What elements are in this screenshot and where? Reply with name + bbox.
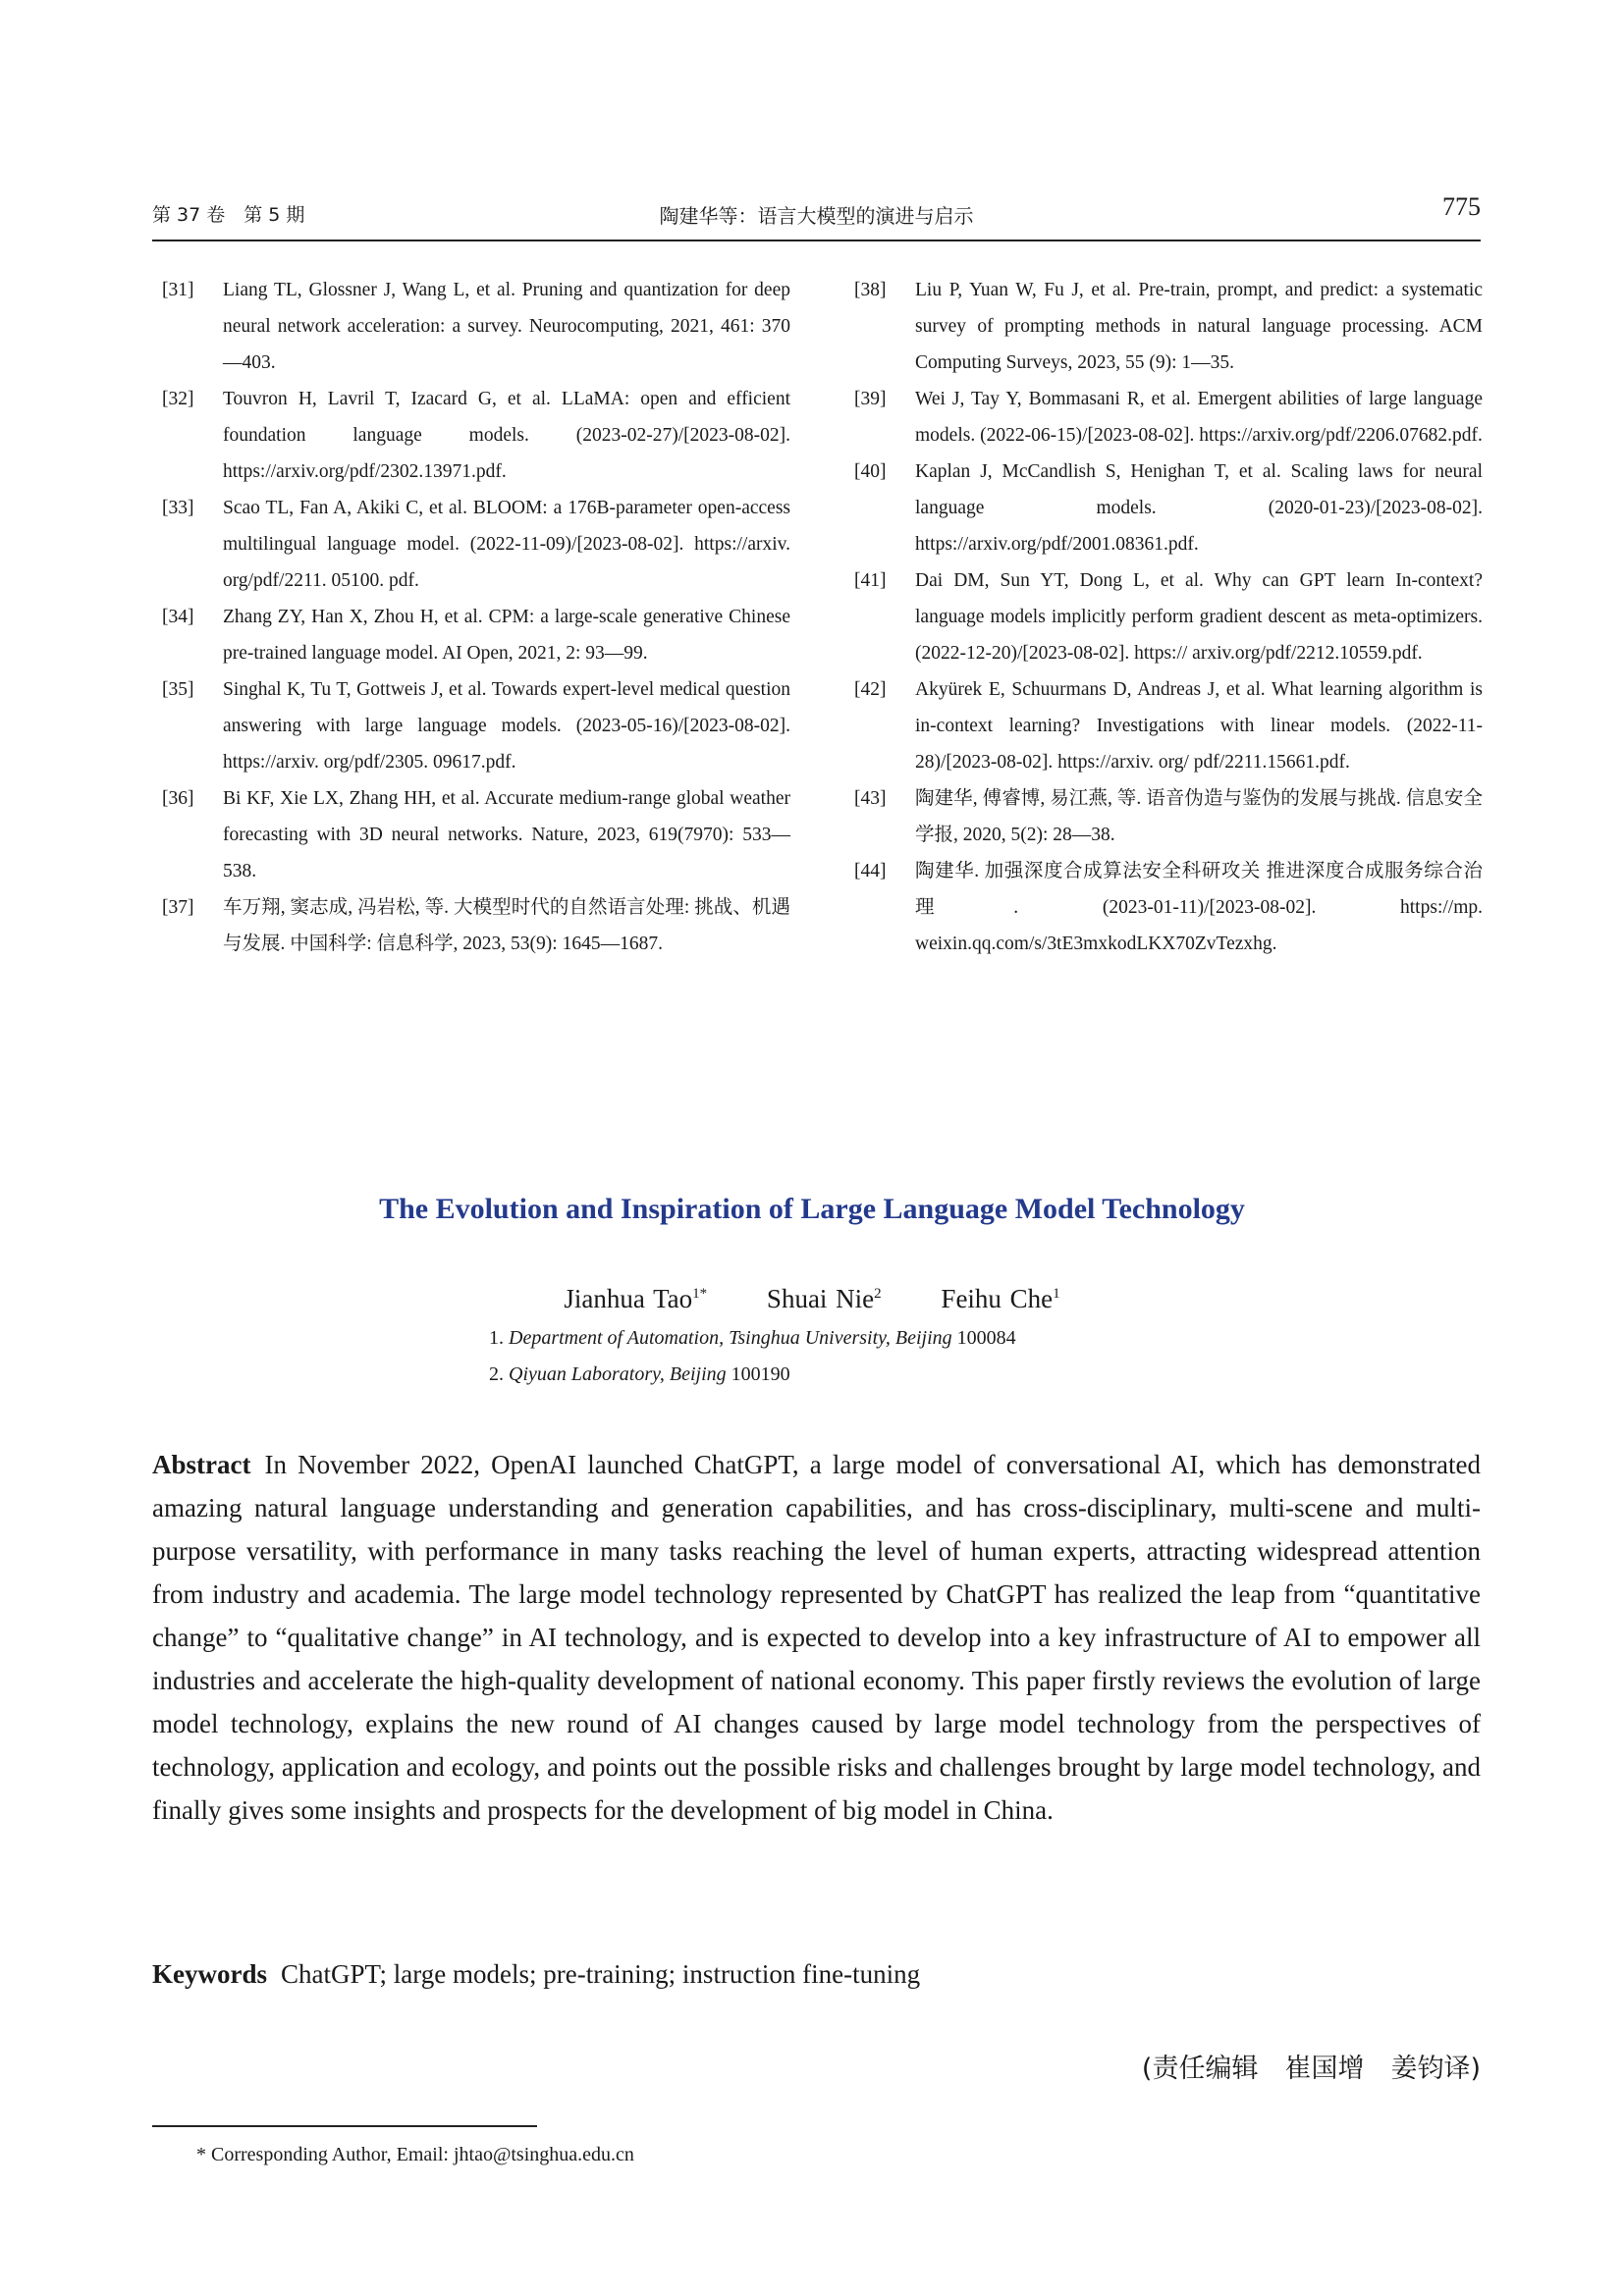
reference-number: [36] xyxy=(162,788,194,809)
reference-text: Scao TL, Fan A, Akiki C, et al. BLOOM: a 176B-parameter open-access multilingual language model. (2022-11-09)/[2023-08-02]. https://arxiv. org/pdf/2211. 05100. pdf. xyxy=(223,498,790,591)
reference-text: Akyürek E, Schuurmans D, Andreas J, et al. What learning algorithm is in-context learning? Investigations with linear models. (2022-11-28)/[2023-08-02]. https://arxiv. org/ pdf/2211.15661.pdf. xyxy=(915,679,1483,773)
reference-number: [32] xyxy=(162,389,194,409)
reference-number: [35] xyxy=(162,679,194,700)
keywords-label: Keywords xyxy=(152,1959,267,1989)
running-title: 陶建华等：语言大模型的演进与启示 xyxy=(659,204,974,228)
reference-number: [33] xyxy=(162,498,194,518)
reference-text: 陶建华. 加强深度合成算法安全科研攻关 推进深度合成服务综合治理. (2023-01-11)/[2023-08-02]. https://mp. weixin.qq.com/s/3tE3mxkodLKX70ZvTezxhg. xyxy=(915,861,1483,954)
reference-number: [42] xyxy=(854,679,887,700)
running-header xyxy=(152,192,1481,241)
affiliation-1: 1. Department of Automation, Tsinghua University, Beijing 100084 xyxy=(489,1327,1016,1349)
reference-text: Zhang ZY, Han X, Zhou H, et al. CPM: a large-scale generative Chinese pre-trained language model. AI Open, 2021, 2: 93—99. xyxy=(223,607,790,664)
english-title: The Evolution and Inspiration of Large Language Model Technology xyxy=(379,1193,1245,1225)
reference-text: Kaplan J, McCandlish S, Henighan T, et al. Scaling laws for neural language models. (2020-01-23)/[2023-08-02]. https://arxiv.org/pdf/2001.08361.pdf. xyxy=(915,461,1483,555)
reference-number: [34] xyxy=(162,607,194,627)
reference-item xyxy=(854,562,1483,671)
journal-volume-issue: 第 37 卷 第 5 期 xyxy=(152,204,305,226)
reference-number: [38] xyxy=(854,280,887,300)
keywords xyxy=(152,1959,1481,1990)
reference-text: Touvron H, Lavril T, Izacard G, et al. LLaMA: open and efficient foundation language models. (2023-02-27)/[2023-08-02]. https://arxiv.org/pdf/2302.13971.pdf. xyxy=(223,389,790,482)
references-right-column xyxy=(854,272,1483,962)
footnote-divider xyxy=(152,2125,537,2127)
reference-item xyxy=(162,671,790,780)
reference-item xyxy=(162,599,790,671)
reference-item xyxy=(854,671,1483,780)
reference-item xyxy=(162,490,790,599)
reference-number: [43] xyxy=(854,788,887,809)
reference-item xyxy=(162,381,790,490)
reference-text: Singhal K, Tu T, Gottweis J, et al. Towards expert-level medical question answering with large language models. (2023-05-16)/[2023-08-02]. https://arxiv. org/pdf/2305. 09617.pdf. xyxy=(223,679,790,773)
reference-number: [31] xyxy=(162,280,194,300)
abstract-label: Abstract xyxy=(152,1450,251,1479)
reference-item xyxy=(854,272,1483,381)
reference-number: [41] xyxy=(854,570,887,591)
author: Feihu Che$^1$ xyxy=(941,1284,1060,1313)
reference-number: [37] xyxy=(162,897,194,918)
reference-number: [39] xyxy=(854,389,887,409)
reference-item xyxy=(854,454,1483,562)
reference-number: [44] xyxy=(854,861,887,881)
reference-text: Bi KF, Xie LX, Zhang HH, et al. Accurate medium-range global weather forecasting with 3D neural networks. Nature, 2023, 619(7970): 533—538. xyxy=(223,788,790,881)
reference-text: 车万翔, 窦志成, 冯岩松, 等. 大模型时代的自然语言处理: 挑战、机遇与发展. 中国科学: 信息科学, 2023, 53(9): 1645—1687. xyxy=(223,897,790,954)
author-list xyxy=(0,1284,1624,1314)
corresponding-author-footnote: * Corresponding Author, Email: jhtao@tsinghua.edu.cn xyxy=(196,2144,634,2165)
reference-text: 陶建华, 傅睿博, 易江燕, 等. 语音伪造与鉴伪的发展与挑战. 信息安全学报, 2020, 5(2): 28—38. xyxy=(915,788,1483,845)
author: Jianhua Tao$^{1*}$ xyxy=(564,1284,708,1313)
keywords-text: ChatGPT; large models; pre-training; instruction fine-tuning xyxy=(281,1959,921,1989)
affiliation-2: 2. Qiyuan Laboratory, Beijing 100190 xyxy=(489,1363,790,1385)
references-left-column xyxy=(162,272,790,962)
page-number: 775 xyxy=(1442,192,1481,221)
reference-number: [40] xyxy=(854,461,887,482)
reference-item xyxy=(854,853,1483,962)
reference-item xyxy=(162,889,790,962)
reference-item xyxy=(162,272,790,381)
abstract xyxy=(152,1443,1481,1832)
abstract-text: In November 2022, OpenAI launched ChatGPT, a large model of conversational AI, which has demonstrated amazing natural language understanding and generation capabilities, and has cross-disciplinary, multi-scene and multi-purpose versatility, with performance in many tasks reaching the level of human experts, attracting widespread attention from industry and academia. The large model technology represented by ChatGPT has realized the leap from “quantitative change” to “qualitative change” in AI technology, and is expected to develop into a key infrastructure of AI to empower all industries and accelerate the high-quality development of national economy. This paper firstly reviews the evolution of large model technology, explains the new round of AI changes caused by large model technology from the perspectives of technology, application and ecology, and points out the possible risks and challenges brought by large model technology, and finally gives some insights and prospects for the development of big model in China. xyxy=(152,1450,1481,1825)
author: Shuai Nie$^2$ xyxy=(766,1284,882,1313)
reference-item xyxy=(854,381,1483,454)
editor-note: (责任编辑 崔国增 姜钧译) xyxy=(1141,2054,1481,2084)
reference-item xyxy=(854,780,1483,853)
reference-text: Liang TL, Glossner J, Wang L, et al. Pruning and quantization for deep neural network acceleration: a survey. Neurocomputing, 2021, 461: 370—403. xyxy=(223,280,790,373)
reference-text: Dai DM, Sun YT, Dong L, et al. Why can GPT learn In-context? language models implicitly perform gradient descent as meta-optimizers. (2022-12-20)/[2023-08-02]. https:// arxiv.org/pdf/2212.10559.pdf. xyxy=(915,570,1483,664)
reference-item xyxy=(162,780,790,889)
reference-text: Liu P, Yuan W, Fu J, et al. Pre-train, prompt, and predict: a systematic survey of prompting methods in natural language processing. ACM Computing Surveys, 2023, 55 (9): 1—35. xyxy=(915,280,1483,373)
reference-text: Wei J, Tay Y, Bommasani R, et al. Emergent abilities of large language models. (2022-06-15)/[2023-08-02]. https://arxiv.org/pdf/2206.07682.pdf. xyxy=(915,389,1483,446)
